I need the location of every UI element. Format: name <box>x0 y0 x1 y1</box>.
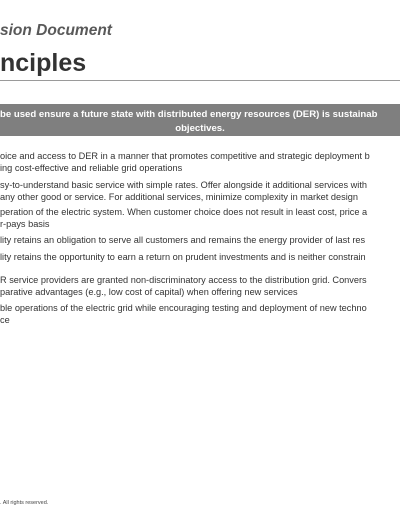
principle-1-line-1: oice and access to DER in a manner that promotes competitive and strategic deployment b <box>0 151 370 161</box>
principle-6-line-2: parative advantages (e.g., low cost of capital) when offering new services <box>0 287 298 297</box>
principle-3-line-1: peration of the electric system. When customer choice does not result in least cost, price a <box>0 207 368 217</box>
banner-text-line-2: objectives. <box>175 123 225 134</box>
document-label: sion Document <box>0 22 112 39</box>
principle-7-line-2: ce <box>0 315 10 325</box>
principle-1-line-2: ing cost-effective and reliable grid operations <box>0 163 183 173</box>
principle-2-line-2: any other good or service. For additional services, minimize complexity in market design <box>0 192 358 202</box>
principle-3-line-2: r-pays basis <box>0 219 50 229</box>
principle-2-line-1: sy-to-understand basic service with simple rates. Offer alongside it additional services with <box>0 180 367 190</box>
objective-banner <box>0 104 400 136</box>
title-divider <box>0 80 400 81</box>
principle-6-line-1: R service providers are granted non-discriminatory access to the distribution grid. Convers <box>0 275 367 285</box>
banner-text-line-1: be used ensure a future state with distributed energy resources (DER) is sustainab <box>0 109 378 120</box>
page-title: nciples <box>0 49 87 77</box>
principle-7-line-1: ble operations of the electric grid while encouraging testing and deployment of new techno <box>0 303 367 313</box>
principle-4-line-1: lity retains an obligation to serve all customers and remains the energy provider of last res <box>0 235 366 245</box>
copyright-footer: . All rights reserved. <box>0 500 49 506</box>
principle-5-line-1: lity retains the opportunity to earn a return on prudent investments and is neither constrain <box>0 252 366 262</box>
